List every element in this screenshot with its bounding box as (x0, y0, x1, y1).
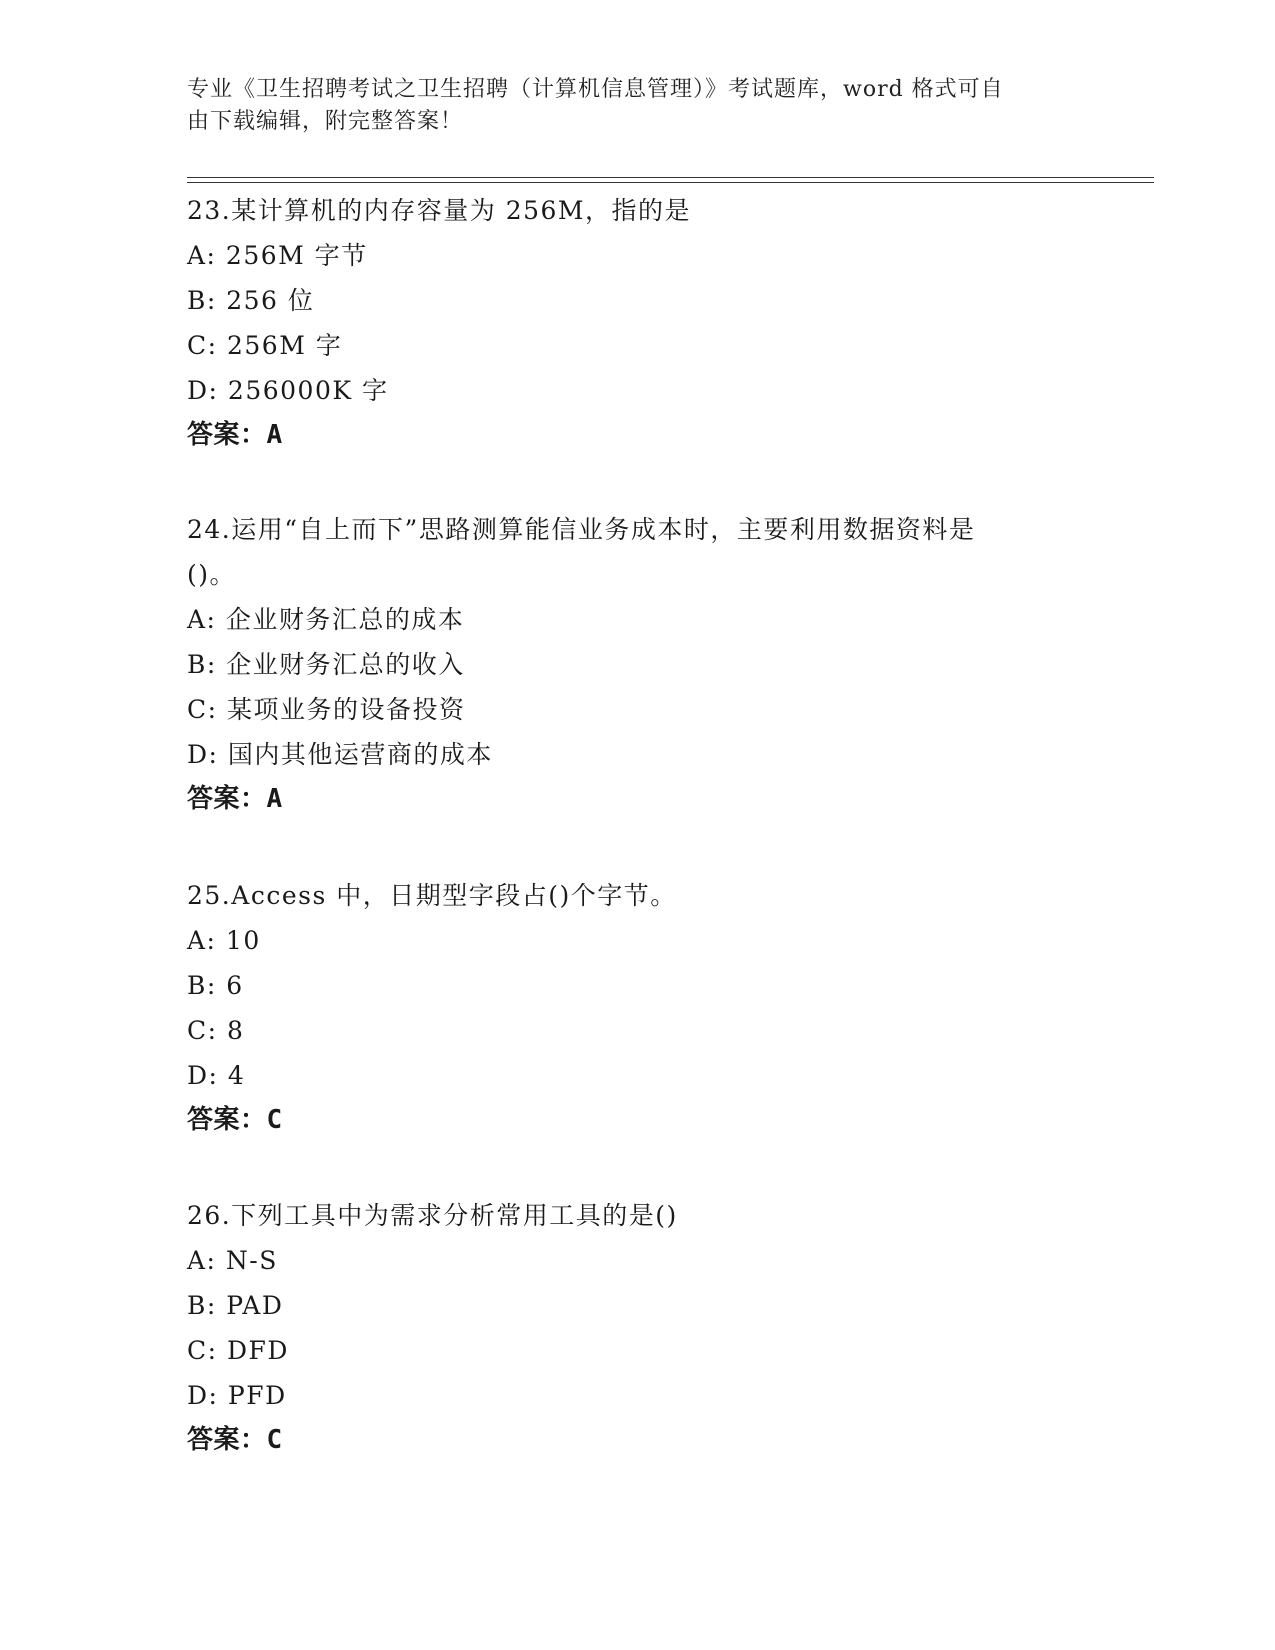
question-25 (187, 873, 1087, 1143)
option-d: D: 4 (187, 1061, 246, 1090)
option-c: C: 256M 字 (187, 331, 343, 360)
question-stem: 23.某计算机的内存容量为 256M，指的是 (187, 196, 692, 225)
header-intro-line-2: 由下载编辑，附完整答案！ (187, 109, 464, 134)
header-divider-bottom (187, 182, 1154, 183)
header-divider-top (187, 177, 1154, 178)
option-d: D: PFD (187, 1381, 287, 1410)
answer-label: 答案：A (187, 784, 283, 814)
answer-label: 答案：C (187, 1105, 283, 1135)
header-intro-line-1: 专业《卫生招聘考试之卫生招聘（计算机信息管理）》考试题库，word 格式可自 (187, 77, 1004, 102)
question-26 (187, 1193, 1087, 1463)
option-c: C: 某项业务的设备投资 (187, 695, 466, 724)
option-d: D: 256000K 字 (187, 376, 389, 405)
question-stem-continued: ()。 (187, 560, 237, 589)
option-a: A: 企业财务汇总的成本 (187, 605, 465, 634)
question-23 (187, 188, 1087, 458)
answer-label: 答案：A (187, 420, 283, 450)
option-a: A: N-S (187, 1246, 278, 1275)
question-24 (187, 507, 1087, 822)
question-stem: 24.运用“自上而下”思路测算能信业务成本时，主要利用数据资料是 (187, 515, 976, 544)
document-header (187, 74, 1067, 138)
option-b: B: 企业财务汇总的收入 (187, 650, 465, 679)
question-stem: 26.下列工具中为需求分析常用工具的是() (187, 1201, 678, 1230)
option-c: C: DFD (187, 1336, 289, 1365)
option-a: A: 10 (187, 926, 261, 955)
option-b: B: 6 (187, 971, 244, 1000)
option-d: D: 国内其他运营商的成本 (187, 740, 493, 769)
question-stem: 25.Access 中，日期型字段占()个字节。 (187, 881, 677, 910)
answer-label: 答案：C (187, 1425, 283, 1455)
option-a: A: 256M 字节 (187, 241, 368, 270)
option-b: B: PAD (187, 1291, 284, 1320)
option-c: C: 8 (187, 1016, 245, 1045)
option-b: B: 256 位 (187, 286, 315, 315)
